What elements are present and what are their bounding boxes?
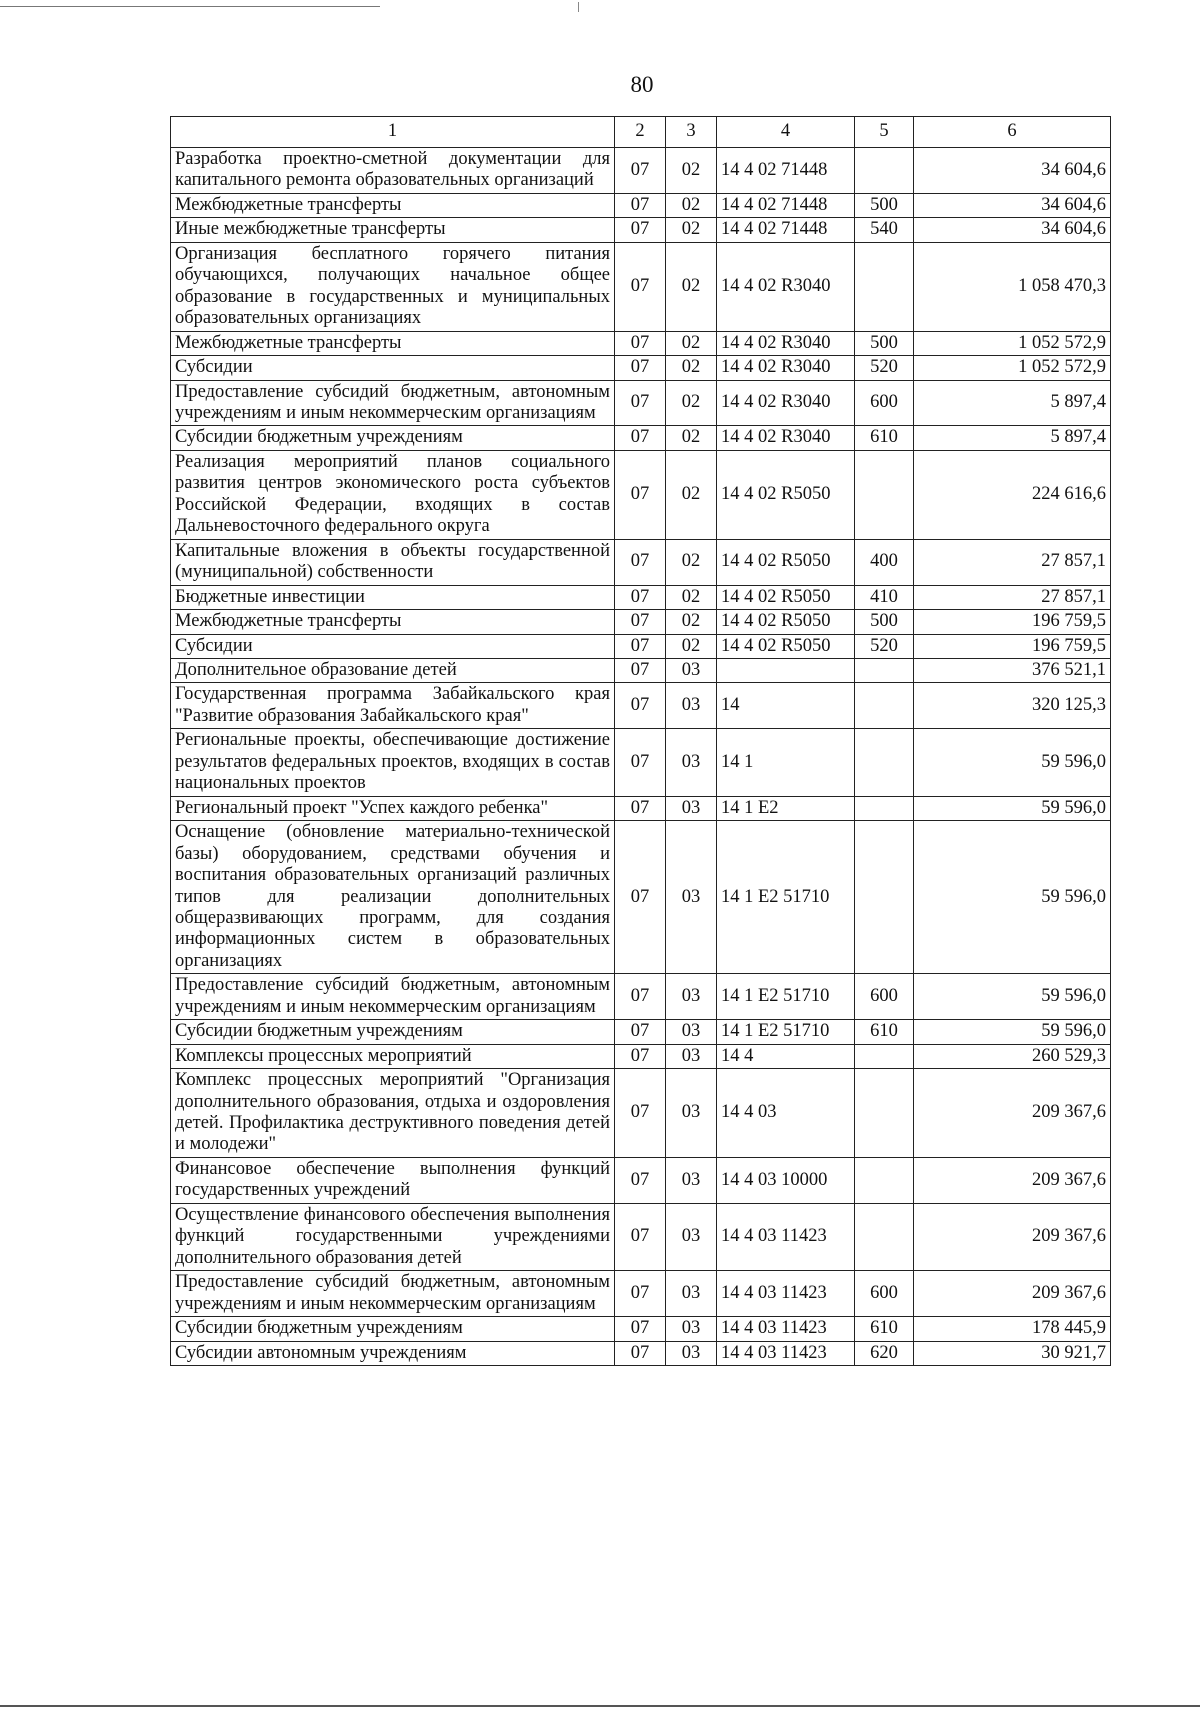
table-row [171, 450, 1111, 539]
cell-name: Государственная программа Забайкальского края "Развитие образования Забайкальского края" [171, 683, 615, 729]
cell-expense-type: 410 [855, 585, 914, 609]
cell-name: Комплекс процессных мероприятий "Организация дополнительного образования, отдыха и оздоровления детей. Профилактика деструктивного поведения детей и молодежи" [171, 1069, 615, 1158]
table-row [171, 426, 1111, 450]
cell-expense-type [855, 821, 914, 974]
cell-amount: 224 616,6 [914, 450, 1111, 539]
cell-expense-type [855, 658, 914, 682]
top-scan-tick [578, 2, 579, 12]
table-row [171, 1203, 1111, 1270]
cell-section: 07 [615, 729, 666, 796]
cell-name: Субсидии бюджетным учреждениям [171, 426, 615, 450]
cell-name: Межбюджетные трансферты [171, 331, 615, 355]
cell-amount: 59 596,0 [914, 1020, 1111, 1044]
cell-section: 07 [615, 148, 666, 194]
cell-subsection: 03 [666, 1044, 717, 1068]
cell-subsection: 03 [666, 974, 717, 1020]
cell-name: Иные межбюджетные трансферты [171, 218, 615, 242]
cell-name: Межбюджетные трансферты [171, 610, 615, 634]
cell-target-article: 14 4 02 R5050 [717, 634, 855, 658]
cell-subsection: 02 [666, 242, 717, 331]
cell-subsection: 03 [666, 1020, 717, 1044]
cell-section: 07 [615, 331, 666, 355]
cell-expense-type: 520 [855, 356, 914, 380]
cell-target-article: 14 4 02 71448 [717, 148, 855, 194]
cell-subsection: 03 [666, 821, 717, 974]
cell-amount: 376 521,1 [914, 658, 1111, 682]
cell-name: Субсидии бюджетным учреждениям [171, 1020, 615, 1044]
cell-amount: 34 604,6 [914, 193, 1111, 217]
cell-target-article: 14 4 03 11423 [717, 1317, 855, 1341]
header-col-1: 1 [171, 117, 615, 148]
cell-section: 07 [615, 1317, 666, 1341]
cell-expense-type [855, 683, 914, 729]
cell-expense-type [855, 796, 914, 820]
cell-section: 07 [615, 658, 666, 682]
cell-amount: 34 604,6 [914, 148, 1111, 194]
table-row [171, 148, 1111, 194]
cell-section: 07 [615, 218, 666, 242]
cell-subsection: 03 [666, 1341, 717, 1365]
cell-amount: 59 596,0 [914, 729, 1111, 796]
cell-amount: 178 445,9 [914, 1317, 1111, 1341]
cell-expense-type [855, 148, 914, 194]
budget-table-body [171, 117, 1111, 1366]
cell-amount: 1 052 572,9 [914, 331, 1111, 355]
cell-expense-type: 610 [855, 1020, 914, 1044]
table-row [171, 1157, 1111, 1203]
cell-section: 07 [615, 1157, 666, 1203]
cell-name: Финансовое обеспечение выполнения функций государственных учреждений [171, 1157, 615, 1203]
cell-target-article: 14 1 E2 51710 [717, 974, 855, 1020]
cell-subsection: 03 [666, 1069, 717, 1158]
cell-target-article: 14 4 02 R5050 [717, 585, 855, 609]
cell-section: 07 [615, 539, 666, 585]
cell-subsection: 02 [666, 539, 717, 585]
cell-section: 07 [615, 1069, 666, 1158]
header-col-4: 4 [717, 117, 855, 148]
cell-section: 07 [615, 1341, 666, 1365]
cell-target-article: 14 4 02 R3040 [717, 242, 855, 331]
cell-expense-type: 400 [855, 539, 914, 585]
cell-expense-type: 500 [855, 193, 914, 217]
cell-name: Региональные проекты, обеспечивающие достижение результатов федеральных проектов, входящих в состав национальных проектов [171, 729, 615, 796]
cell-target-article: 14 4 02 R5050 [717, 610, 855, 634]
cell-subsection: 03 [666, 658, 717, 682]
cell-name: Региональный проект "Успех каждого ребенка" [171, 796, 615, 820]
cell-section: 07 [615, 1020, 666, 1044]
cell-name: Капитальные вложения в объекты государственной (муниципальной) собственности [171, 539, 615, 585]
cell-amount: 196 759,5 [914, 610, 1111, 634]
cell-amount: 5 897,4 [914, 380, 1111, 426]
cell-subsection: 02 [666, 610, 717, 634]
cell-target-article: 14 4 02 R3040 [717, 331, 855, 355]
cell-amount: 59 596,0 [914, 796, 1111, 820]
page-number: 80 [630, 72, 654, 97]
cell-target-article: 14 1 [717, 729, 855, 796]
cell-expense-type: 600 [855, 1271, 914, 1317]
table-row [171, 585, 1111, 609]
cell-expense-type [855, 1044, 914, 1068]
cell-name: Разработка проектно-сметной документации для капитального ремонта образовательных организаций [171, 148, 615, 194]
cell-section: 07 [615, 796, 666, 820]
cell-subsection: 02 [666, 148, 717, 194]
table-row [171, 634, 1111, 658]
cell-name: Реализация мероприятий планов социального развития центров экономического роста субъектов Российской Федерации, входящих в состав Дальневосточного федерального округа [171, 450, 615, 539]
cell-target-article: 14 4 03 11423 [717, 1203, 855, 1270]
cell-section: 07 [615, 193, 666, 217]
table-row [171, 1271, 1111, 1317]
cell-amount: 1 052 572,9 [914, 356, 1111, 380]
cell-section: 07 [615, 585, 666, 609]
cell-amount: 196 759,5 [914, 634, 1111, 658]
cell-expense-type: 540 [855, 218, 914, 242]
cell-section: 07 [615, 242, 666, 331]
cell-target-article: 14 4 03 11423 [717, 1341, 855, 1365]
cell-section: 07 [615, 426, 666, 450]
cell-expense-type: 620 [855, 1341, 914, 1365]
cell-name: Субсидии бюджетным учреждениям [171, 1317, 615, 1341]
top-scan-rule [0, 6, 380, 7]
table-row [171, 331, 1111, 355]
cell-subsection: 03 [666, 1271, 717, 1317]
cell-amount: 30 921,7 [914, 1341, 1111, 1365]
cell-amount: 209 367,6 [914, 1203, 1111, 1270]
table-row [171, 610, 1111, 634]
cell-subsection: 02 [666, 193, 717, 217]
cell-name: Субсидии [171, 634, 615, 658]
cell-name: Бюджетные инвестиции [171, 585, 615, 609]
cell-amount: 59 596,0 [914, 974, 1111, 1020]
cell-target-article: 14 4 [717, 1044, 855, 1068]
cell-expense-type: 610 [855, 1317, 914, 1341]
table-row [171, 218, 1111, 242]
cell-amount: 27 857,1 [914, 585, 1111, 609]
cell-subsection: 03 [666, 1157, 717, 1203]
table-row [171, 1069, 1111, 1158]
cell-target-article: 14 1 E2 51710 [717, 821, 855, 974]
cell-section: 07 [615, 380, 666, 426]
cell-section: 07 [615, 610, 666, 634]
cell-target-article: 14 4 02 R5050 [717, 539, 855, 585]
header-col-2: 2 [615, 117, 666, 148]
cell-name: Предоставление субсидий бюджетным, автономным учреждениям и иным некоммерческим организациям [171, 1271, 615, 1317]
bottom-scan-rule [0, 1705, 1200, 1707]
cell-subsection: 02 [666, 380, 717, 426]
header-col-6: 6 [914, 117, 1111, 148]
cell-expense-type [855, 1157, 914, 1203]
cell-name: Комплексы процессных мероприятий [171, 1044, 615, 1068]
cell-amount: 209 367,6 [914, 1157, 1111, 1203]
cell-name: Организация бесплатного горячего питания обучающихся, получающих начальное общее образование в государственных и муниципальных образовательных организациях [171, 242, 615, 331]
budget-table [170, 116, 1111, 1366]
cell-subsection: 02 [666, 450, 717, 539]
cell-amount: 209 367,6 [914, 1069, 1111, 1158]
cell-subsection: 02 [666, 356, 717, 380]
cell-expense-type [855, 450, 914, 539]
table-row [171, 356, 1111, 380]
header-col-3: 3 [666, 117, 717, 148]
cell-subsection: 02 [666, 218, 717, 242]
cell-amount: 27 857,1 [914, 539, 1111, 585]
cell-section: 07 [615, 821, 666, 974]
cell-expense-type: 600 [855, 974, 914, 1020]
cell-section: 07 [615, 1203, 666, 1270]
cell-expense-type: 520 [855, 634, 914, 658]
cell-target-article: 14 1 E2 51710 [717, 1020, 855, 1044]
cell-subsection: 03 [666, 1317, 717, 1341]
cell-subsection: 03 [666, 796, 717, 820]
cell-section: 07 [615, 1271, 666, 1317]
cell-section: 07 [615, 683, 666, 729]
cell-name: Оснащение (обновление материально-технической базы) оборудованием, средствами обучения и воспитания образовательных организаций различных типов для реализации дополнительных общеразвивающих программ, для создания информационных систем в образовательных организациях [171, 821, 615, 974]
cell-amount: 320 125,3 [914, 683, 1111, 729]
cell-name: Субсидии автономным учреждениям [171, 1341, 615, 1365]
cell-target-article: 14 1 E2 [717, 796, 855, 820]
cell-expense-type [855, 1069, 914, 1158]
cell-expense-type [855, 729, 914, 796]
cell-subsection: 02 [666, 634, 717, 658]
cell-amount: 5 897,4 [914, 426, 1111, 450]
cell-subsection: 02 [666, 585, 717, 609]
cell-subsection: 02 [666, 331, 717, 355]
cell-section: 07 [615, 634, 666, 658]
cell-amount: 59 596,0 [914, 821, 1111, 974]
cell-amount: 1 058 470,3 [914, 242, 1111, 331]
cell-amount: 209 367,6 [914, 1271, 1111, 1317]
table-row [171, 1020, 1111, 1044]
cell-subsection: 03 [666, 683, 717, 729]
cell-target-article: 14 4 02 R3040 [717, 380, 855, 426]
cell-target-article: 14 4 02 R3040 [717, 426, 855, 450]
cell-name: Дополнительное образование детей [171, 658, 615, 682]
cell-subsection: 03 [666, 729, 717, 796]
table-row [171, 821, 1111, 974]
table-row [171, 380, 1111, 426]
cell-section: 07 [615, 356, 666, 380]
table-row [171, 683, 1111, 729]
table-row [171, 1317, 1111, 1341]
cell-subsection: 02 [666, 426, 717, 450]
cell-target-article: 14 4 03 10000 [717, 1157, 855, 1203]
cell-target-article: 14 4 03 [717, 1069, 855, 1158]
table-row [171, 539, 1111, 585]
cell-amount: 34 604,6 [914, 218, 1111, 242]
table-row [171, 974, 1111, 1020]
cell-target-article: 14 4 02 R5050 [717, 450, 855, 539]
cell-expense-type: 500 [855, 610, 914, 634]
table-row [171, 658, 1111, 682]
cell-target-article: 14 4 02 71448 [717, 193, 855, 217]
table-row [171, 729, 1111, 796]
cell-section: 07 [615, 1044, 666, 1068]
cell-target-article: 14 4 03 11423 [717, 1271, 855, 1317]
cell-name: Предоставление субсидий бюджетным, автономным учреждениям и иным некоммерческим организациям [171, 380, 615, 426]
cell-expense-type [855, 242, 914, 331]
cell-subsection: 03 [666, 1203, 717, 1270]
cell-expense-type [855, 1203, 914, 1270]
cell-section: 07 [615, 974, 666, 1020]
table-row [171, 796, 1111, 820]
cell-name: Осуществление финансового обеспечения выполнения функций государственными учреждениями дополнительного образования детей [171, 1203, 615, 1270]
cell-expense-type: 600 [855, 380, 914, 426]
cell-expense-type: 500 [855, 331, 914, 355]
cell-target-article [717, 658, 855, 682]
cell-target-article: 14 4 02 R3040 [717, 356, 855, 380]
cell-expense-type: 610 [855, 426, 914, 450]
cell-target-article: 14 4 02 71448 [717, 218, 855, 242]
table-row [171, 242, 1111, 331]
table-row [171, 1341, 1111, 1365]
cell-name: Субсидии [171, 356, 615, 380]
cell-target-article: 14 [717, 683, 855, 729]
cell-section: 07 [615, 450, 666, 539]
table-header-row [171, 117, 1111, 148]
cell-name: Межбюджетные трансферты [171, 193, 615, 217]
cell-name: Предоставление субсидий бюджетным, автономным учреждениям и иным некоммерческим организациям [171, 974, 615, 1020]
cell-amount: 260 529,3 [914, 1044, 1111, 1068]
table-row [171, 193, 1111, 217]
table-row [171, 1044, 1111, 1068]
header-col-5: 5 [855, 117, 914, 148]
